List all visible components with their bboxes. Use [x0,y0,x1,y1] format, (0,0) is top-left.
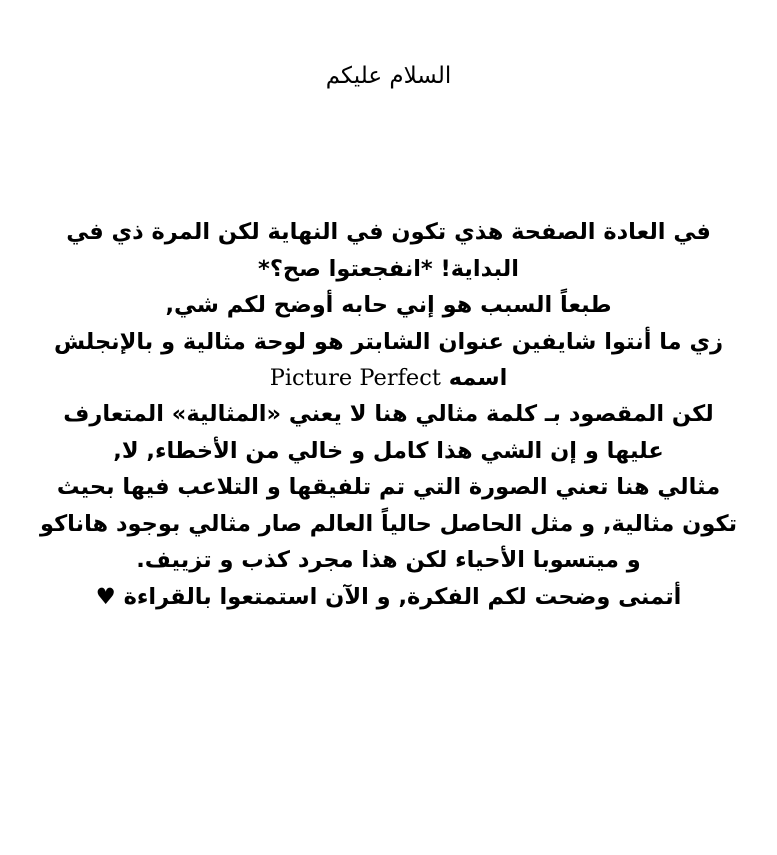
paragraph-meaning-clarification: لكن المقصود بـ كلمة مثالي هنا لا يعني «المثالية» المتعارف عليها و إن الشي هذا كامل و خالي من الأخطاء, لا, [63,401,714,464]
paragraph-reason: طبعاً السبب هو إني حابه أوضح لكم شي, [165,292,612,319]
paragraph-definition: مثالي هنا تعني الصورة التي تم تلفيقها و التلاعب فيها بحيث تكون مثالية, و مثل الحاصل حالياً العالم صار مثالي بوجود هاناكو و ميتسوبا الأحياء لكن هذا مجرد كذب و تزييف. [39,474,738,574]
body-text-block [0,92,777,615]
paragraph-closing: أتمنى وضحت لكم الفكرة, و الآن استمتعوا بالقراءة ♥ [95,583,682,610]
chapter-title-latin: Picture Perfect [269,364,441,391]
paragraph-chapter-title [38,324,739,397]
greeting-line: السلام عليكم [325,63,452,89]
paragraph-intro: في العادة الصفحة هذي تكون في النهاية لكن المرة ذي في البداية! *انفجعتوا صح؟* [66,219,711,282]
paragraph-chapter-title-arabic: زي ما أنتوا شايفين عنوان الشابتر هو لوحة مثالية و بالإنجلش اسمه [53,328,724,391]
